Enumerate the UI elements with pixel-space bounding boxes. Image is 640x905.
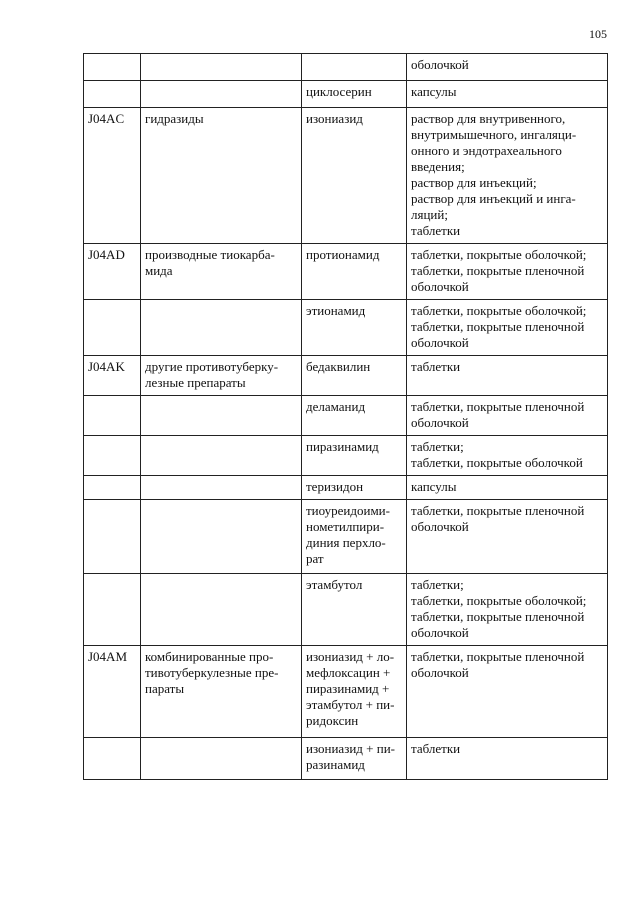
- atc-code-cell: [84, 500, 141, 574]
- atc-code-cell: J04AK: [84, 356, 141, 396]
- table-row: [84, 300, 608, 356]
- group-name-cell: [141, 500, 302, 574]
- drug-name-cell: деламанид: [302, 396, 407, 436]
- table-row: [84, 108, 608, 244]
- atc-code-cell: J04AD: [84, 244, 141, 300]
- table-row: [84, 244, 608, 300]
- group-name-cell: [141, 300, 302, 356]
- table-row: [84, 81, 608, 108]
- dosage-form-cell: таблетки, покрытые пленочной оболочкой: [407, 500, 608, 574]
- dosage-form-cell: капсулы: [407, 476, 608, 500]
- atc-code-cell: [84, 738, 141, 780]
- table-row: [84, 500, 608, 574]
- table-row: [84, 436, 608, 476]
- table-row: [84, 476, 608, 500]
- dosage-form-cell: капсулы: [407, 81, 608, 108]
- drug-table: [83, 53, 608, 780]
- group-name-cell: [141, 81, 302, 108]
- page-number: 105: [589, 27, 607, 41]
- table-row: [84, 396, 608, 436]
- atc-code-cell: [84, 81, 141, 108]
- dosage-form-cell: таблетки, покрытые пленочной оболочкой: [407, 396, 608, 436]
- group-name-cell: другие противотуберку- лезные препараты: [141, 356, 302, 396]
- table-row: [84, 646, 608, 738]
- group-name-cell: [141, 738, 302, 780]
- atc-code-cell: [84, 574, 141, 646]
- dosage-form-cell: оболочкой: [407, 54, 608, 81]
- group-name-cell: [141, 396, 302, 436]
- atc-code-cell: [84, 54, 141, 81]
- group-name-cell: [141, 476, 302, 500]
- dosage-form-cell: таблетки, покрытые пленочной оболочкой: [407, 646, 608, 738]
- atc-code-cell: [84, 300, 141, 356]
- table-row: [84, 738, 608, 780]
- atc-code-cell: J04AM: [84, 646, 141, 738]
- group-name-cell: [141, 574, 302, 646]
- drug-name-cell: изониазид + ло- мефлоксацин + пиразинамид + этамбутол + пи- ридоксин: [302, 646, 407, 738]
- table-row: [84, 356, 608, 396]
- group-name-cell: [141, 436, 302, 476]
- table-row: [84, 574, 608, 646]
- drug-name-cell: циклосерин: [302, 81, 407, 108]
- drug-name-cell: теризидон: [302, 476, 407, 500]
- group-name-cell: производные тиокарба- мида: [141, 244, 302, 300]
- group-name-cell: [141, 54, 302, 81]
- group-name-cell: комбинированные про- тивотуберкулезные пре- параты: [141, 646, 302, 738]
- drug-name-cell: протионамид: [302, 244, 407, 300]
- dosage-form-cell: таблетки: [407, 356, 608, 396]
- dosage-form-cell: таблетки: [407, 738, 608, 780]
- group-name-cell: гидразиды: [141, 108, 302, 244]
- atc-code-cell: [84, 476, 141, 500]
- drug-name-cell: изониазид: [302, 108, 407, 244]
- atc-code-cell: [84, 436, 141, 476]
- dosage-form-cell: таблетки, покрытые оболочкой; таблетки, покрытые пленочной оболочкой: [407, 300, 608, 356]
- drug-name-cell: изониазид + пи- разинамид: [302, 738, 407, 780]
- drug-name-cell: бедаквилин: [302, 356, 407, 396]
- atc-code-cell: [84, 396, 141, 436]
- atc-code-cell: J04AC: [84, 108, 141, 244]
- drug-name-cell: этамбутол: [302, 574, 407, 646]
- dosage-form-cell: таблетки, покрытые оболочкой; таблетки, покрытые пленочной оболочкой: [407, 244, 608, 300]
- dosage-form-cell: таблетки; таблетки, покрытые оболочкой; таблетки, покрытые пленочной оболочкой: [407, 574, 608, 646]
- dosage-form-cell: таблетки; таблетки, покрытые оболочкой: [407, 436, 608, 476]
- drug-name-cell: тиоуреидоими- нометилпири- диния перхло- рат: [302, 500, 407, 574]
- table-body: [84, 54, 608, 780]
- drug-name-cell: этионамид: [302, 300, 407, 356]
- drug-name-cell: пиразинамид: [302, 436, 407, 476]
- dosage-form-cell: раствор для внутривенного, внутримышечного, ингаляци- онного и эндотрахеального введения; раствор для инъекций; раствор для инъекций и инга- ляций; таблетки: [407, 108, 608, 244]
- drug-name-cell: [302, 54, 407, 81]
- table-row: [84, 54, 608, 81]
